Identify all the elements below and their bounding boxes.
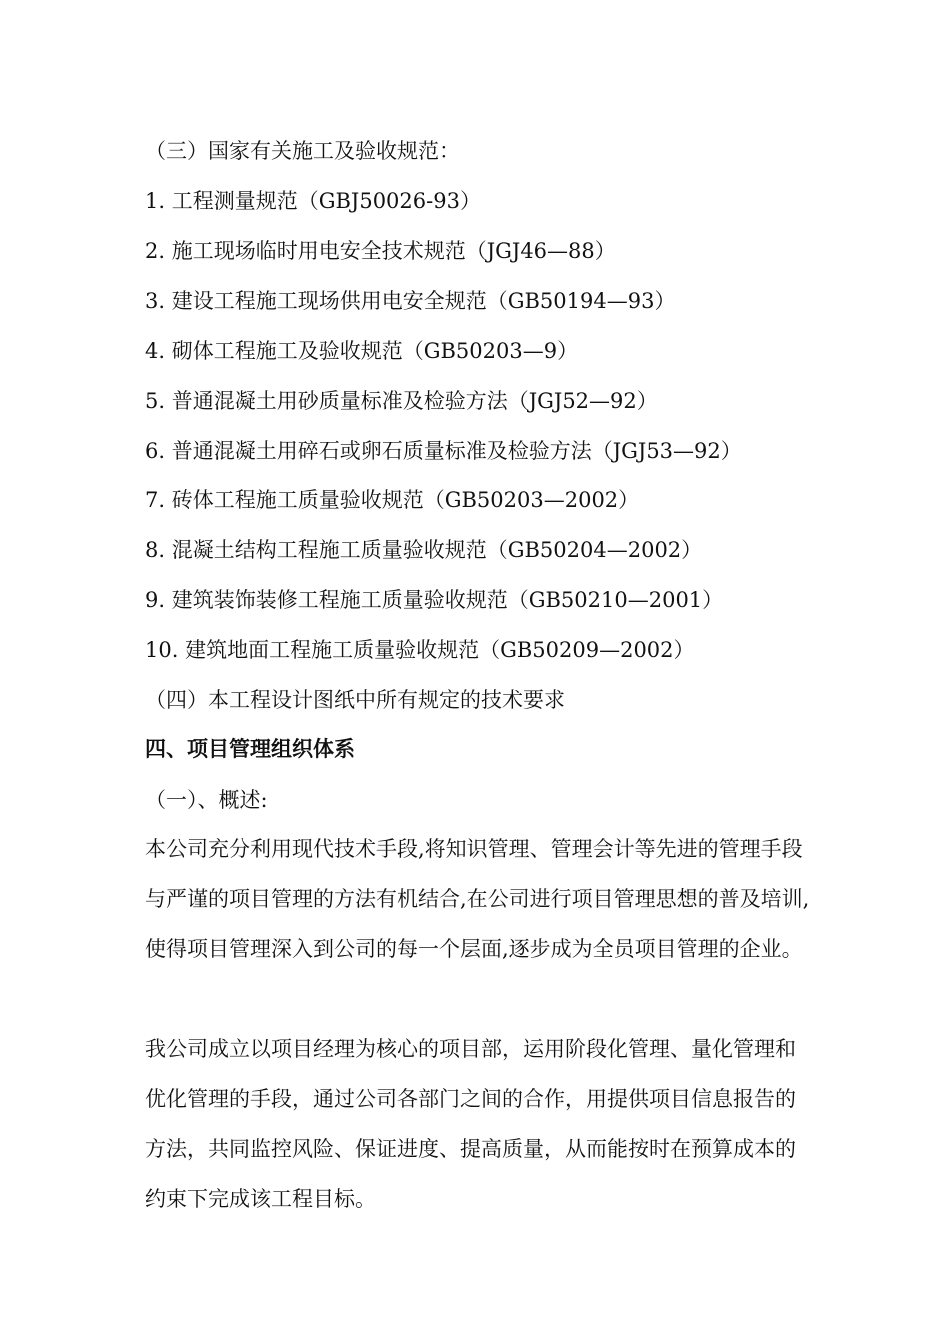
standard-item-5: 5. 普通混凝土用砂质量标准及检验方法（JGJ52—92）: [145, 389, 658, 413]
standard-item-7: 7. 砖体工程施工质量验收规范（GB50203—2002）: [145, 488, 640, 512]
standard-item-1: 1. 工程测量规范（GBJ50026-93）: [145, 189, 481, 213]
overview-paragraph-1: 本公司充分利用现代技术手段,将知识管理、管理会计等先进的管理手段与严谨的项目管理的方法有机结合,在公司进行项目管理思想的普及培训,使得项目管理深入到公司的每一个层面,逐步成为全员项目管理的企业。: [145, 837, 810, 961]
standard-item-3: 3. 建设工程施工现场供用电安全规范（GB50194—93）: [145, 289, 676, 313]
standard-item-10: 10. 建筑地面工程施工质量验收规范（GB50209—2002）: [145, 638, 695, 662]
overview-title: （一）、概述:: [145, 788, 268, 812]
chapter-4-title: 四、项目管理组织体系: [145, 736, 355, 761]
standard-item-6: 6. 普通混凝土用碎石或卵石质量标准及检验方法（JGJ53—92）: [145, 439, 742, 463]
overview-paragraph-2: 我公司成立以项目经理为核心的项目部，运用阶段化管理、量化管理和优化管理的手段，通过公司各部门之间的合作，用提供项目信息报告的方法，共同监控风险、保证进度、提高质量，从而能按时在预算成本的约束下完成该工程目标。: [145, 1037, 796, 1211]
standard-item-9: 9. 建筑装饰装修工程施工质量验收规范（GB50210—2001）: [145, 588, 724, 612]
standard-item-8: 8. 混凝土结构工程施工质量验收规范（GB50204—2002）: [145, 538, 703, 562]
standard-item-4: 4. 砌体工程施工及验收规范（GB50203—9）: [145, 339, 579, 363]
section-3-title: （三）国家有关施工及验收规范：: [145, 139, 460, 163]
standard-item-2: 2. 施工现场临时用电安全技术规范（JGJ46—88）: [145, 239, 616, 263]
section-4-text: （四）本工程设计图纸中所有规定的技术要求: [145, 688, 565, 712]
